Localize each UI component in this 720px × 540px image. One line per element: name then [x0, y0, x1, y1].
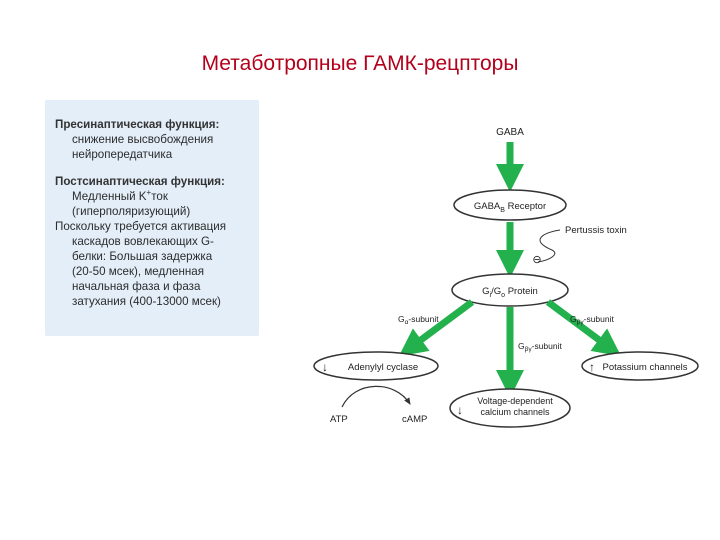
postsynaptic-line: (гиперполяризующий)	[72, 205, 191, 218]
presynaptic-heading: Пресинаптическая функция:	[55, 118, 220, 131]
atp-label: ATP	[330, 414, 348, 425]
alpha-to-adenylyl-arrow	[410, 302, 472, 348]
calcium-down-arrow-icon: ↓	[457, 403, 463, 417]
note-line: (20-50 мсек), медленная	[72, 265, 204, 278]
postsynaptic-k-current: Медленный K	[72, 190, 147, 203]
note-line: начальная фаза и фаза	[72, 280, 201, 293]
gaba-label: GABA	[496, 127, 524, 138]
note-first-line: Поскольку требуется активация	[55, 220, 226, 233]
note-line: белки: Большая задержка	[72, 250, 213, 263]
calcium-channels-label-line2: calcium channels	[480, 407, 550, 417]
postsynaptic-heading: Постсинаптическая функция:	[55, 175, 225, 188]
note-line: каскадов вовлекающих G-	[72, 235, 214, 248]
betagamma-subunit-center-label: $G_{\beta\gamma}$-subunit	[518, 341, 562, 353]
alpha-subunit-label: $G_\alpha$-subunit	[398, 314, 439, 326]
adenylyl-cyclase-label: Adenylyl cyclase	[347, 362, 419, 373]
calcium-channels-label-line1: Voltage-dependent	[477, 396, 553, 406]
camp-label: cAMP	[402, 414, 428, 425]
betagamma-subunit-right-label: $G_{\beta\gamma}$-subunit	[570, 314, 614, 326]
potassium-channels-label: Potassium channels	[602, 362, 688, 373]
slide-title: Метаботропные ГАМК-рецпторы	[201, 52, 519, 75]
adenylyl-down-arrow-icon: ↓	[322, 360, 328, 374]
potassium-up-arrow-icon: ↑	[589, 360, 595, 374]
gi-go-protein-label: $G_i/G_o$ Protein	[482, 286, 538, 299]
presynaptic-line: нейропередатчика	[72, 148, 173, 161]
postsynaptic-k-current-tail: ток	[151, 190, 168, 203]
pertussis-toxin-label: Pertussis toxin	[565, 225, 627, 236]
inhibition-symbol: ⊖	[532, 254, 542, 266]
gaba-b-receptor-label: $GABA_B$ Receptor	[473, 201, 547, 214]
k-plus-sup: +	[146, 188, 152, 198]
note-line: затухания (400-13000 мсек)	[72, 295, 221, 308]
atp-to-camp-arrow	[342, 386, 410, 407]
presynaptic-line: снижение высвобождения	[72, 133, 214, 146]
